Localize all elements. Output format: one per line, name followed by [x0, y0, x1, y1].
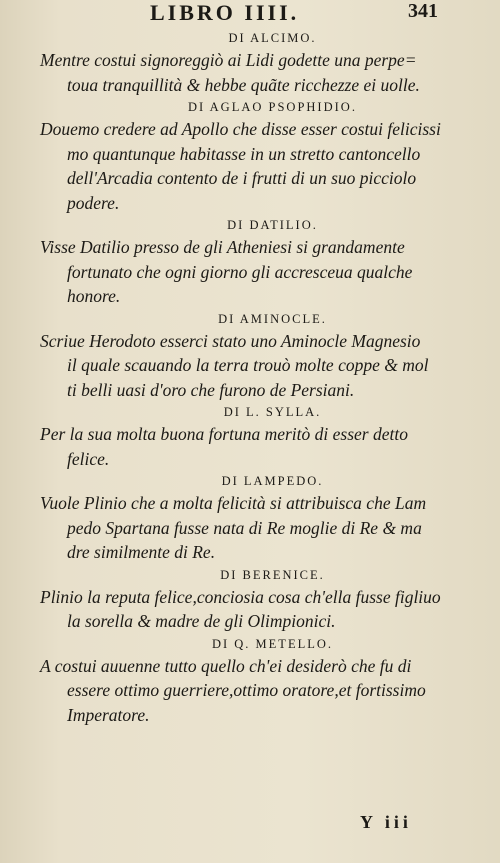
entry-heading: DI Q. METELLO.: [211, 636, 334, 651]
entry: [40, 28, 485, 97]
text-line: toua tranquillità & hebbe quãte ricchezze ei uolle.: [67, 74, 420, 95]
text-line: Plinio la reputa felice,conciosia cosa ch'ella fusse figliuo: [40, 586, 441, 607]
page-body: [40, 28, 485, 727]
entry: [40, 565, 485, 634]
entry-heading: DI ALCIMO.: [228, 31, 317, 45]
entry: [40, 215, 485, 309]
entry-heading: DI AGLAO PSOPHIDIO.: [188, 100, 357, 114]
page-number: 341: [408, 0, 438, 22]
running-head: [0, 0, 500, 30]
text-line: A costui auuenne tutto quello ch'ei desiderò che fu di: [40, 655, 412, 676]
entry: [40, 97, 485, 215]
entry-heading: DI BERENICE.: [220, 567, 325, 582]
text-line: la sorella & madre de gli Olimpionici.: [67, 611, 336, 631]
text-line: Vuole Plinio che a molta felicità si attribuisca che Lam: [40, 493, 427, 513]
entry: [40, 471, 485, 565]
text-line: Imperatore.: [67, 704, 150, 725]
text-line: ti belli uasi d'oro che furono de Persiani.: [67, 379, 355, 400]
text-line: Per la sua molta buona fortuna meritò di esser detto: [40, 424, 408, 444]
text-line: honore.: [67, 286, 121, 306]
text-line: Douemo credere ad Apollo che disse esser costui felicissi: [40, 119, 441, 139]
text-line: essere ottimo guerriere,ottimo oratore,et fortissimo: [67, 680, 426, 700]
text-line: dre similmente di Re.: [67, 542, 216, 562]
text-line: Visse Datilio presso de gli Atheniesi si grandamente: [40, 237, 405, 257]
text-line: Scriue Herodoto esserci stato uno Aminocle Magnesio: [40, 330, 421, 351]
text-line: felice.: [67, 448, 110, 469]
text-line: Mentre costui signoreggiò ai Lidi godette una perpe=: [40, 50, 417, 70]
entry: [40, 402, 485, 471]
text-line: il quale scauando la terra trouò molte coppe & mol: [67, 355, 429, 375]
entry: [40, 634, 485, 728]
text-line: podere.: [67, 192, 120, 213]
entry-heading: DI AMINOCLE.: [218, 311, 327, 326]
running-title: LIBRO IIII.: [150, 0, 300, 25]
text-line: mo quantunque habitasse in un stretto cantoncello: [67, 143, 421, 164]
entry-heading: DI L. SYLLA.: [223, 405, 322, 419]
entry: [40, 309, 485, 403]
entry-heading: DI LAMPEDO.: [221, 474, 324, 488]
signature-mark: Y iii: [360, 812, 412, 832]
text-line: fortunato che ogni giorno gli accresceua qualche: [67, 261, 413, 282]
text-line: pedo Spartana fusse nata di Re moglie di Re & ma: [67, 517, 422, 538]
text-line: dell'Arcadia contento de i frutti di un suo picciolo: [67, 168, 417, 188]
entry-heading: DI DATILIO.: [227, 218, 318, 232]
